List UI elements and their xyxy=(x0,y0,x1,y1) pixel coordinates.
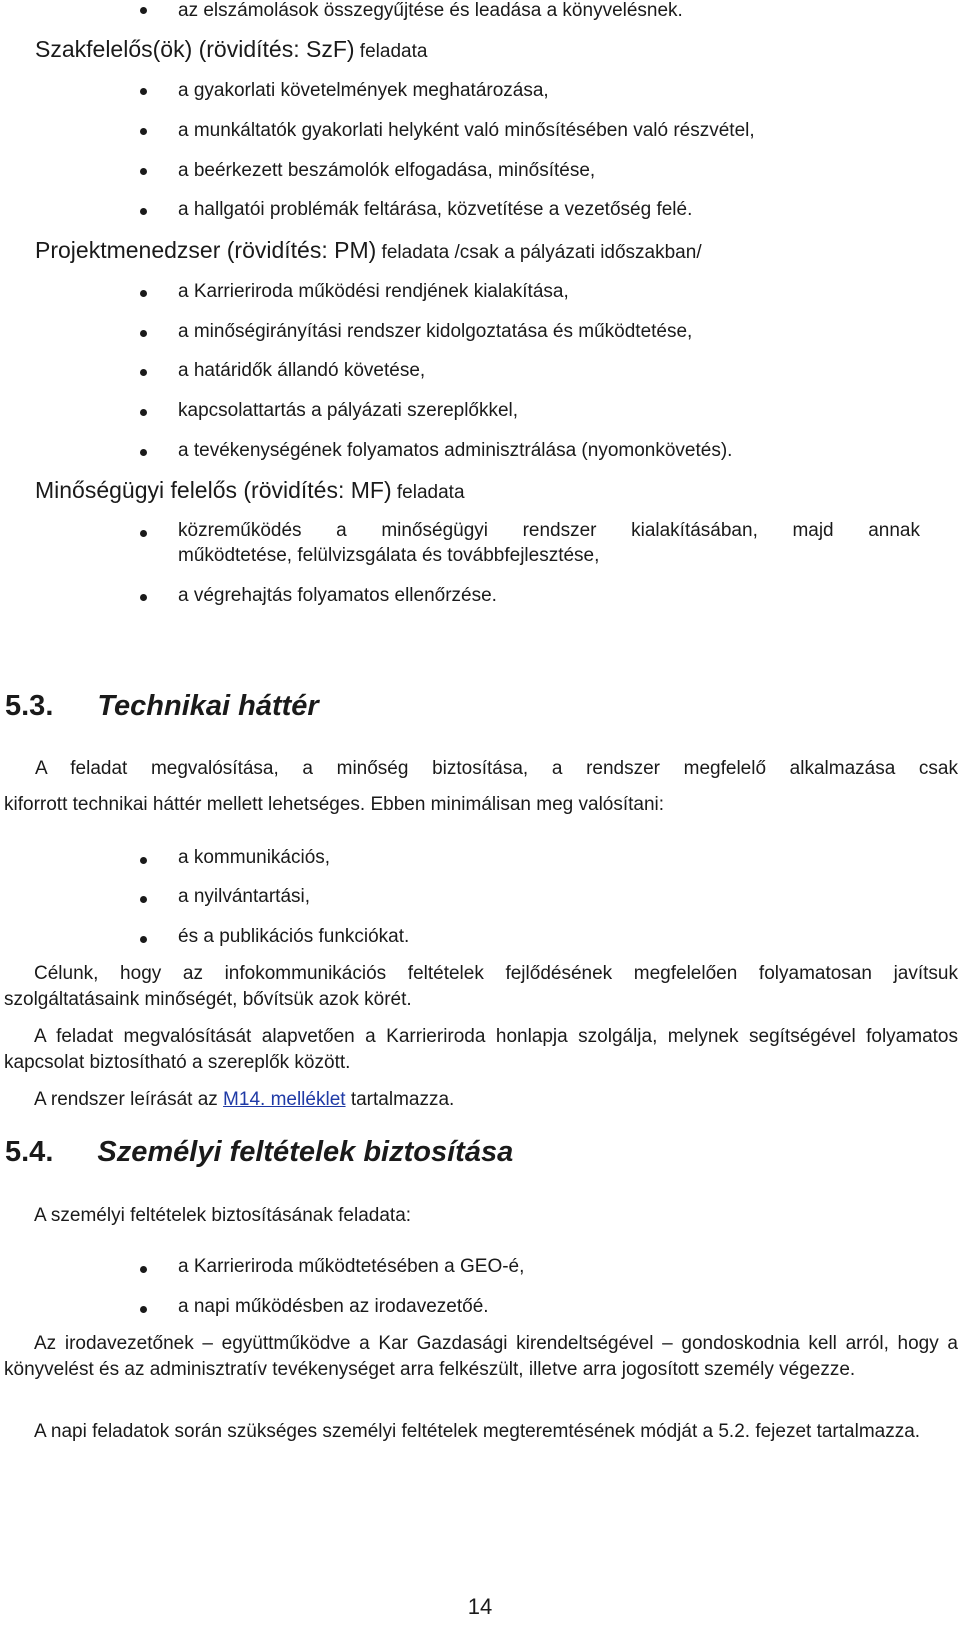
section-number: 5.4. xyxy=(5,1136,54,1168)
paragraph-intro xyxy=(4,1203,958,1229)
paragraph-text: A rendszer leírását az xyxy=(34,1089,224,1110)
list-item: a minőségirányítási rendszer kidolgoztatása és működtetése, xyxy=(178,321,693,342)
list-item: a végrehajtás folyamatos ellenőrzése. xyxy=(178,585,497,606)
paragraph-office-manager xyxy=(4,1331,958,1383)
bullet-icon xyxy=(140,896,147,903)
bullet-icon xyxy=(140,330,147,337)
section-title: Technikai háttér xyxy=(97,690,319,722)
annex-link[interactable]: M14. melléklet xyxy=(223,1089,346,1110)
role-suffix: feladata /csak a pályázati időszakban/ xyxy=(376,242,702,263)
list-item: az elszámolások összegyűjtése és leadása a könyvelésnek. xyxy=(178,0,683,21)
section-title: Személyi feltételek biztosítása xyxy=(97,1136,514,1168)
paragraph-website xyxy=(4,1024,958,1076)
list-item: a beérkezett beszámolók elfogadása, minősítése, xyxy=(178,160,596,181)
bullet-icon xyxy=(140,449,147,456)
list-item: a Karrieriroda működési rendjének kialakítása, xyxy=(178,281,569,302)
bullet-icon xyxy=(140,168,147,175)
list-item: a nyilvántartási, xyxy=(178,886,311,907)
list-item: a kommunikációs, xyxy=(178,847,331,868)
list-item: a tevékenységének folyamatos adminisztrálása (nyomonkövetés). xyxy=(178,440,733,461)
list-item: a hallgatói problémák feltárása, közvetítése a vezetőség felé. xyxy=(178,199,693,220)
role-heading-szf xyxy=(35,36,427,65)
list-item: a gyakorlati követelmények meghatározása, xyxy=(178,80,549,101)
list-item: a napi működésben az irodavezetőé. xyxy=(178,1296,489,1317)
list-item: kapcsolattartás a pályázati szereplőkkel, xyxy=(178,400,519,421)
bullet-icon xyxy=(140,530,147,537)
paragraph-text: A napi feladatok során szükséges személyi feltételek megteremtésének módját a 5.2. fejezet tartalmazza. xyxy=(34,1421,921,1442)
paragraph-text: tartalmazza. xyxy=(345,1089,455,1110)
bullet-icon xyxy=(140,128,147,135)
bullet-icon xyxy=(140,208,147,215)
role-name: Minőségügyi felelős (rövidítés: MF) xyxy=(35,477,392,503)
bullet-icon xyxy=(140,409,147,416)
paragraph-daily-tasks xyxy=(4,1419,958,1445)
list-item: közreműködés a minőségügyi rendszer kialakításában, majd annak xyxy=(178,520,920,541)
paragraph-text: Az irodavezetőnek – együttműködve a Kar Gazdasági kirendeltségével – gondoskodnia kell arról, hogy a könyvelést és az adminisztratív tevékenységet arra felkészült, illetve arra jogosított személy végezze. xyxy=(4,1333,958,1380)
paragraph-line: kiforrott technikai háttér mellett lehetséges. Ebben minimálisan meg valósítani: xyxy=(4,794,665,815)
bullet-icon xyxy=(140,88,147,95)
bullet-icon xyxy=(140,1306,147,1313)
paragraph-line: A feladat megvalósítása, a minőség biztosítása, a rendszer megfelelő alkalmazása csak xyxy=(35,758,958,779)
page-number: 14 xyxy=(467,1594,493,1619)
role-suffix: feladata xyxy=(354,41,428,62)
bullet-icon xyxy=(140,857,147,864)
section-heading-5-3 xyxy=(5,690,319,723)
list-item: a Karrieriroda működtetésében a GEO-é, xyxy=(178,1256,525,1277)
role-suffix: feladata xyxy=(391,482,465,503)
list-item: a munkáltatók gyakorlati helyként való minősítésében való részvétel, xyxy=(178,120,755,141)
role-name: Projektmenedzser (rövidítés: PM) xyxy=(35,237,377,263)
list-item: a határidők állandó követése, xyxy=(178,360,426,381)
paragraph-goal xyxy=(4,961,958,1013)
bullet-icon xyxy=(140,936,147,943)
section-heading-5-4 xyxy=(5,1136,513,1169)
bullet-icon xyxy=(140,369,147,376)
paragraph-text: A feladat megvalósítását alapvetően a Karrieriroda honlapja szolgálja, melynek segítségével folyamatos kapcsolat biztosítható a szereplők között. xyxy=(4,1026,958,1073)
bullet-icon xyxy=(140,594,147,601)
role-heading-mf xyxy=(35,477,465,506)
bullet-icon xyxy=(140,7,147,14)
bullet-icon xyxy=(140,290,147,297)
section-number: 5.3. xyxy=(5,690,54,722)
list-item-continuation: működtetése, felülvizsgálata és továbbfejlesztése, xyxy=(178,545,600,566)
role-name: Szakfelelős(ök) (rövidítés: SzF) xyxy=(35,36,355,62)
role-heading-pm xyxy=(35,237,702,266)
paragraph-system xyxy=(4,1087,958,1113)
paragraph-text: A személyi feltételek biztosításának feladata: xyxy=(34,1205,412,1226)
paragraph-text: Célunk, hogy az infokommunikációs feltételek fejlődésének megfelelően folyamatosan javítsuk szolgáltatásaink minőségét, bővítsük azok körét. xyxy=(4,963,958,1010)
bullet-icon xyxy=(140,1266,147,1273)
list-item: és a publikációs funkciókat. xyxy=(178,926,410,947)
